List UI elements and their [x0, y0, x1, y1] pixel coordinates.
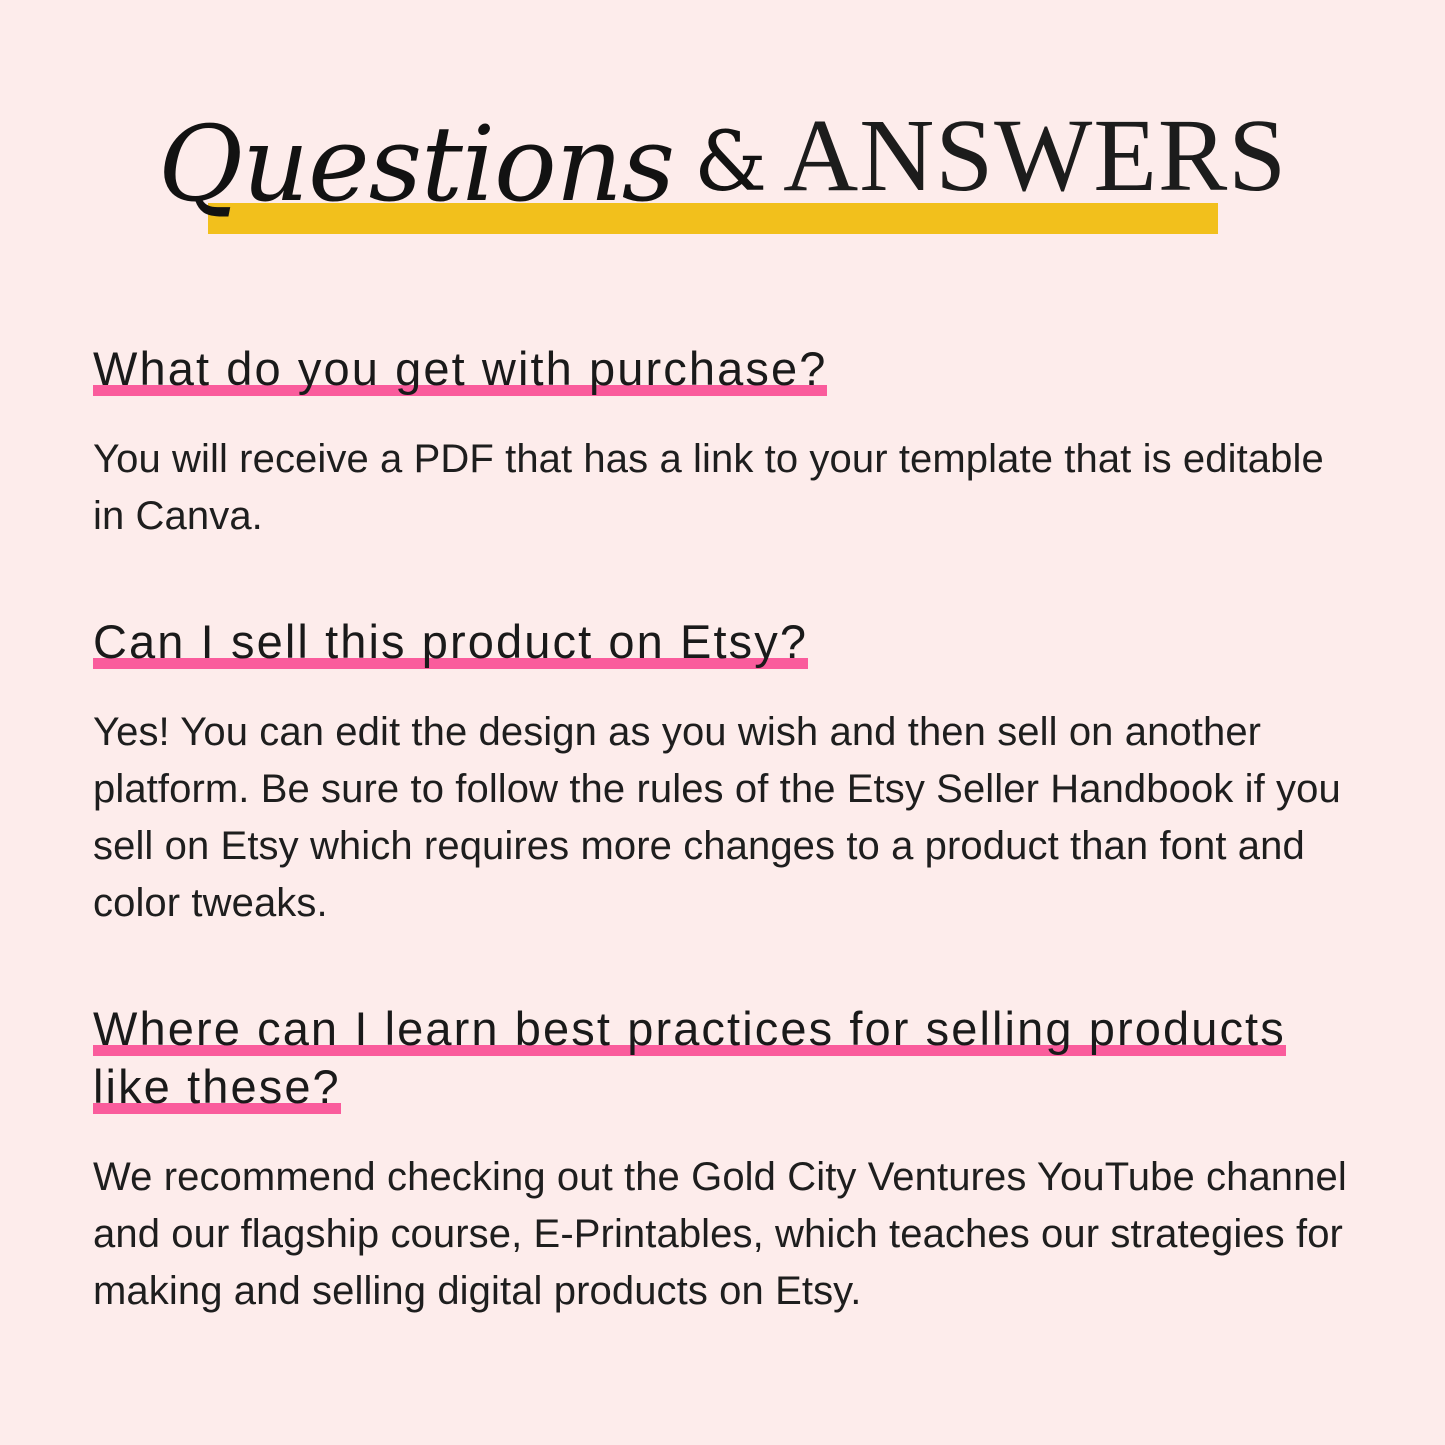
faq-list [93, 340, 1353, 1320]
faq-answer-1: You will receive a PDF that has a link to your template that is editable in Canva. [93, 437, 1324, 538]
spacer [93, 398, 1353, 431]
faq-question-3-text: Where can I learn best practices for selling products like these? [93, 1002, 1286, 1120]
page-title [0, 98, 1445, 225]
faq-question-1 [93, 340, 1348, 398]
faq-answer-2: Yes! You can edit the design as you wish and then sell on another platform. Be sure to follow the rules of the Etsy Seller Handbook if you sell on Etsy which requires more changes to a product than font and color tweaks. [93, 710, 1341, 925]
faq-answer-3: We recommend checking out the Gold City Ventures YouTube channel and our flagship course, E-Printables, which teaches our strategies for making and selling digital products on Etsy. [93, 1155, 1347, 1313]
spacer [93, 932, 1353, 1000]
title-ampersand: & [694, 115, 768, 210]
faq-question-2-text: Can I sell this product on Etsy? [93, 615, 808, 675]
faq-item-1 [93, 340, 1353, 545]
spacer [93, 545, 1353, 613]
faq-question-3 [93, 1000, 1348, 1116]
faq-question-2 [93, 613, 1348, 671]
title-script-word: Questions [157, 103, 675, 225]
page-title-block [0, 98, 1445, 264]
spacer [93, 1116, 1353, 1149]
faq-item-3 [93, 1000, 1353, 1320]
spacer [93, 671, 1353, 704]
title-caps-word: ANSWERS [783, 98, 1288, 213]
faq-question-1-text: What do you get with purchase? [93, 342, 827, 402]
faq-item-2 [93, 613, 1353, 932]
